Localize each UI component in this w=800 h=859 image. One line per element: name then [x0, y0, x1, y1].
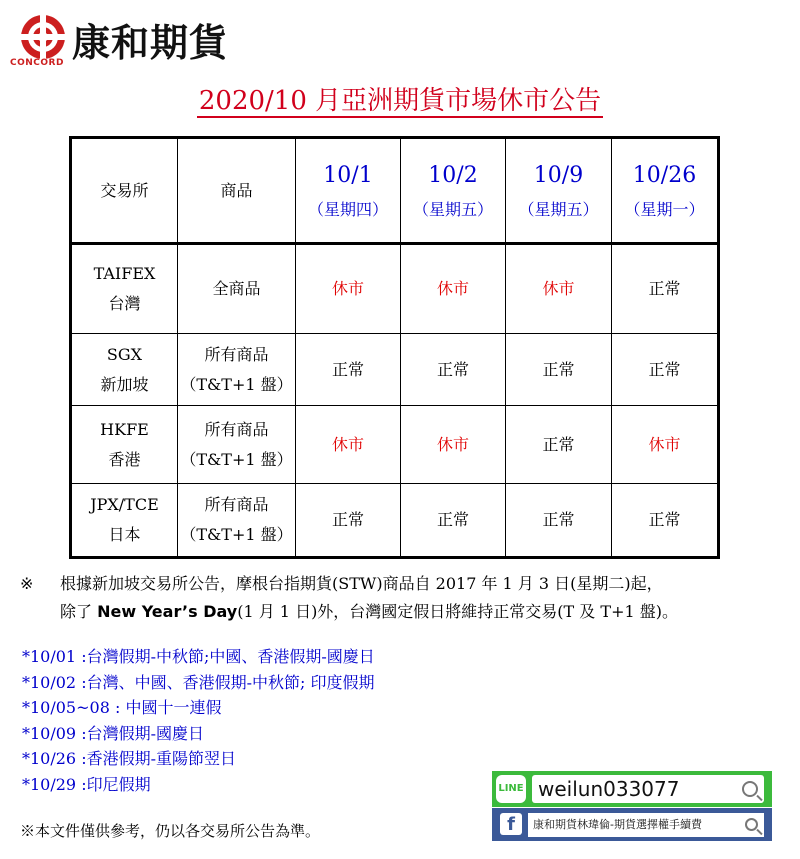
weekday-label: （星期一） [624, 199, 705, 219]
weekday-label: （星期四） [307, 199, 388, 219]
exchange-code: SGX [106, 344, 143, 364]
status-cell: 正常 [506, 406, 612, 484]
header-date [296, 138, 401, 244]
line-icon: LINE [496, 775, 526, 803]
product-session: （T&T+1 盤） [180, 525, 293, 544]
date-label: 10/2 [428, 162, 478, 188]
holiday-item: *10/26 :香港假期-重陽節翌日 [22, 749, 236, 768]
search-icon [742, 781, 758, 797]
line-id-text: weilun033077 [538, 777, 680, 801]
header-date [506, 138, 612, 244]
header-exchange: 交易所 [71, 138, 178, 244]
exchange-cell [71, 406, 178, 484]
status-cell: 正常 [296, 334, 401, 406]
status-cell: 休市 [401, 406, 506, 484]
note-line-2 [20, 598, 790, 626]
note-text-2b: (1 月 1 日)外，台灣國定假日將維持正常交易(T 及 T+1 盤)。 [237, 602, 678, 621]
product-cell [178, 406, 296, 484]
product-session: （T&T+1 盤） [180, 374, 293, 394]
status-cell: 休市 [296, 406, 401, 484]
product-session: （T&T+1 盤） [180, 449, 293, 469]
search-icon [745, 818, 758, 831]
status-cell: 正常 [506, 334, 612, 406]
product-cell [178, 244, 296, 334]
header-product: 商品 [178, 138, 296, 244]
facebook-page-text: 康和期貨林瑋倫-期貨選擇權手續費 [533, 818, 702, 831]
sgx-note [20, 570, 790, 626]
table-row [71, 334, 719, 406]
note-mark: ※ [20, 574, 34, 593]
exchange-code: TAIFEX [93, 264, 156, 283]
status-cell: 正常 [612, 484, 719, 558]
closure-table [69, 136, 720, 559]
page-title-text: 2020/10 月亞洲期貨市場休市公告 [198, 86, 602, 116]
brand-name-en: CONCORD [10, 58, 64, 68]
header-date [401, 138, 506, 244]
exchange-cell [71, 244, 178, 334]
product-name: 所有商品 [204, 344, 269, 364]
exchange-code: HKFE [100, 419, 149, 439]
facebook-page-field[interactable] [528, 813, 764, 837]
status-cell: 正常 [401, 334, 506, 406]
exchange-cell [71, 484, 178, 558]
exchange-region: 新加坡 [100, 374, 149, 394]
status-cell: 休市 [296, 244, 401, 334]
status-cell: 休市 [401, 244, 506, 334]
holiday-item: *10/05~08 : 中國十一連假 [22, 698, 222, 717]
status-cell: 休市 [506, 244, 612, 334]
exchange-region: 香港 [108, 449, 141, 469]
status-cell: 正常 [612, 334, 719, 406]
date-label: 10/1 [323, 162, 373, 188]
disclaimer: ※本文件僅供參考，仍以各交易所公告為準。 [20, 822, 321, 840]
header-date [612, 138, 719, 244]
table-header-row [71, 138, 719, 244]
note-line-1 [20, 570, 790, 598]
status-cell: 休市 [612, 406, 719, 484]
status-cell: 正常 [401, 484, 506, 558]
table-row [71, 484, 719, 558]
line-id-field[interactable] [532, 775, 764, 803]
holiday-item: *10/02 :台灣、中國、香港假期-中秋節; 印度假期 [22, 672, 375, 692]
brand-name-zh: 康和期貨 [72, 21, 229, 65]
status-cell: 正常 [296, 484, 401, 558]
concord-logo-icon [18, 12, 68, 62]
product-name: 全商品 [212, 279, 261, 298]
note-text-2-bold: New Year’s Day [97, 602, 238, 621]
holiday-list [22, 644, 375, 797]
exchange-region: 日本 [108, 525, 141, 544]
social-banner [492, 771, 772, 841]
note-text-2a: 除了 [60, 602, 98, 621]
note-text-1: 根據新加坡交易所公告，摩根台指期貨(STW)商品自 2017 年 1 月 3 日(星期二)起， [60, 574, 663, 593]
holiday-item: *10/09 :台灣假期-國慶日 [22, 723, 204, 743]
holiday-item: *10/01 :台灣假期-中秋節;中國、香港假期-國慶日 [22, 647, 375, 666]
exchange-cell [71, 334, 178, 406]
table-row [71, 244, 719, 334]
weekday-label: （星期五） [518, 199, 599, 219]
date-label: 10/9 [533, 162, 584, 188]
line-search-bar[interactable] [492, 771, 772, 807]
table-row [71, 406, 719, 484]
facebook-icon: f [500, 813, 522, 835]
weekday-label: （星期五） [412, 199, 493, 219]
status-cell: 正常 [506, 484, 612, 558]
product-cell [178, 334, 296, 406]
status-cell: 正常 [612, 244, 719, 334]
facebook-search-bar[interactable] [492, 808, 772, 841]
exchange-code: JPX/TCE [90, 495, 159, 514]
product-cell [178, 484, 296, 558]
holiday-item: *10/29 :印尼假期 [22, 774, 151, 794]
page-title [0, 80, 800, 117]
brand-logo [8, 8, 280, 72]
date-label: 10/26 [632, 162, 697, 188]
exchange-region: 台灣 [108, 294, 141, 313]
product-name: 所有商品 [204, 495, 269, 514]
product-name: 所有商品 [204, 419, 269, 439]
